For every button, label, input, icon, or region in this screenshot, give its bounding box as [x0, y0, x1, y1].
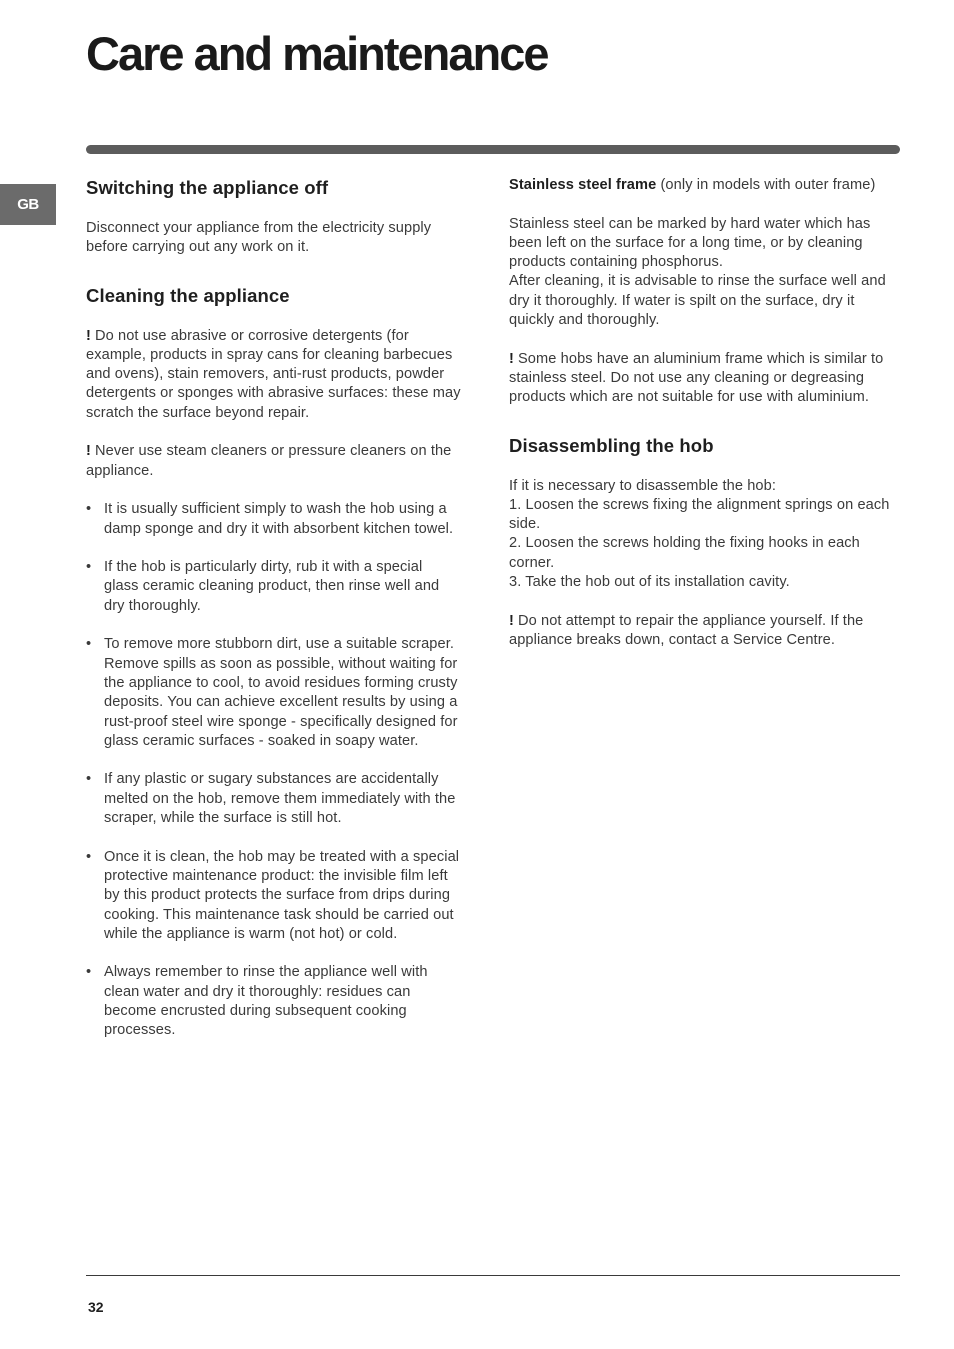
- page-number: 32: [88, 1299, 104, 1315]
- disassembling-step: 3. Take the hob out of its installation cavity.: [509, 574, 790, 591]
- disassembling-warning-text: Do not attempt to repair the appliance yourself. If the appliance breaks down, contact a Service Centre.: [509, 612, 864, 648]
- stainless-paragraph-2: After cleaning, it is advisable to rinse the surface well and dry it thoroughly. If water is spilt on the surface, dry it quickly and thoroughly.: [509, 273, 886, 329]
- disassembling-intro: If it is necessary to disassemble the hob:: [509, 477, 777, 494]
- warning-mark-icon: !: [86, 327, 91, 344]
- section-heading-cleaning: Cleaning the appliance: [86, 284, 290, 306]
- disassembling-warning: [509, 612, 891, 651]
- switching-off-text: Disconnect your appliance from the electricity supply before carrying out any work on it.: [86, 220, 432, 256]
- stainless-lead: [509, 176, 891, 195]
- cleaning-warning-2: [86, 442, 461, 481]
- language-tab: GB: [0, 184, 56, 225]
- list-item: • Once it is clean, the hob may be treated with a special protective maintenance product: the invisible film left by this product protects the surface from drips during cooking. This maintenance task should be carried out while the appliance is warm (not hot) or cold.: [86, 848, 461, 944]
- page-title: Care and maintenance: [86, 27, 548, 80]
- stainless-heading: Stainless steel frame: [509, 177, 657, 193]
- cleaning-bullet-list: [86, 500, 461, 1040]
- cleaning-warning-1-text: Do not use abrasive or corrosive detergents (for example, products in spray cans for cleaning barbecues and ovens), stain removers, anti-rust products, powder detergents or sponges with abrasive surfaces: these may scratch the surface beyond repair.: [86, 327, 461, 421]
- section-heading-switching-off: Switching the appliance off: [86, 177, 329, 198]
- list-item: • If any plastic or sugary substances are accidentally melted on the hob, remove them immediately with the scraper, while the surface is still hot.: [86, 770, 461, 828]
- disassembling-step: 2. Loosen the screws holding the fixing hooks in each corner.: [509, 535, 860, 571]
- warning-mark-icon: !: [86, 443, 91, 460]
- stainless-warning-text: Some hobs have an aluminium frame which is similar to stainless steel. Do not use any cleaning or degreasing products which are not suitable for use with aluminium.: [509, 350, 884, 406]
- list-item: • If the hob is particularly dirty, rub it with a special glass ceramic cleaning product, then rinse well and dry thoroughly.: [86, 558, 461, 616]
- warning-mark-icon: !: [509, 612, 514, 629]
- stainless-paragraph-1: Stainless steel can be marked by hard water which has been left on the surface for a long time, or by cleaning products containing phosphorus.: [509, 215, 871, 271]
- stainless-heading-note: (only in models with outer frame): [656, 177, 876, 193]
- left-column: [86, 176, 461, 1060]
- list-item: • It is usually sufficient simply to wash the hob using a damp sponge and dry it with absorbent kitchen towel.: [86, 500, 461, 539]
- warning-mark-icon: !: [509, 350, 514, 367]
- section-heading-disassembling: Disassembling the hob: [509, 434, 714, 456]
- list-item: • To remove more stubborn dirt, use a suitable scraper. Remove spills as soon as possible, without waiting for the appliance to cool, to avoid residues forming crusty deposits. You can achieve excellent results by using a rust-proof steel wire sponge - specifically designed for glass ceramic surfaces - soaked in soapy water.: [86, 635, 461, 751]
- right-column: [509, 176, 891, 670]
- cleaning-warning-2-text: Never use steam cleaners or pressure cleaners on the appliance.: [86, 443, 452, 479]
- list-item: • Always remember to rinse the appliance well with clean water and dry it thoroughly: residues can become encrusted during subsequent cooking processes.: [86, 963, 461, 1040]
- disassembling-step: 1. Loosen the screws fixing the alignment springs on each side.: [509, 496, 890, 533]
- stainless-warning: [509, 350, 891, 408]
- title-divider: [86, 145, 900, 154]
- cleaning-warning-1: [86, 327, 461, 423]
- footer-divider: [86, 1275, 900, 1276]
